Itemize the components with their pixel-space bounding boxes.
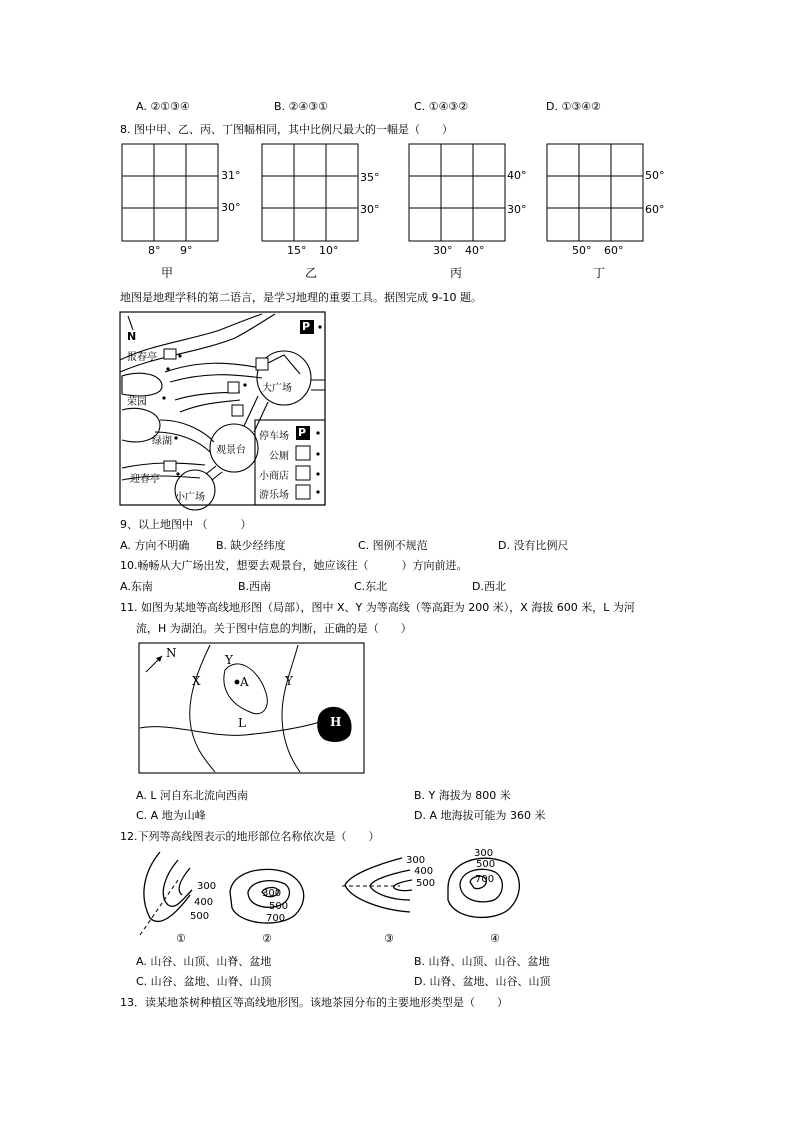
legend-toilet: 公厕 xyxy=(269,451,289,462)
fig2-num: ② xyxy=(262,932,272,945)
grid-ding-lat-2: 60° xyxy=(645,203,665,216)
q7-option-c: C. ①④③② xyxy=(414,100,469,113)
q10-stem: 10.畅畅从大广场出发，想要去观景台，她应该往（ ）方向前进。 xyxy=(120,559,468,572)
grid-bing-lat-1: 40° xyxy=(507,169,527,182)
place-xiaoguangchang: 小广场 xyxy=(175,492,205,503)
q11-option-b: B. Y 海拔为 800 米 xyxy=(414,789,511,802)
q11-label-y1: Y xyxy=(225,653,233,667)
place-yingchun: 迎春亭 xyxy=(130,474,160,485)
grid-ding-lon-1: 50° xyxy=(572,244,592,257)
q12-option-d: D. 山脊、盆地、山谷、山顶 xyxy=(414,975,551,988)
grid-bing-lon-1: 30° xyxy=(433,244,453,257)
grid-yi-lat-1: 35° xyxy=(360,171,380,184)
grid-bing-lat-2: 30° xyxy=(507,203,527,216)
q10-option-b: B.西南 xyxy=(238,580,272,593)
q11-label-l: L xyxy=(238,716,246,730)
q12-option-a: A. 山谷、山顶、山脊、盆地 xyxy=(136,955,272,968)
grid-yi-lat-2: 30° xyxy=(360,203,380,216)
fig1-num: ① xyxy=(176,932,186,945)
fig4-label-500: 500 xyxy=(476,859,496,870)
fig3-label-300: 300 xyxy=(406,855,426,866)
q9-stem: 9、以上地图中 （ ） xyxy=(120,518,252,531)
q7-option-b: B. ②④③① xyxy=(274,100,328,113)
grid-jia-lon-1: 8° xyxy=(148,244,161,257)
grid-jia-lon-2: 9° xyxy=(180,244,193,257)
q12-option-c: C. 山谷、盆地、山脊、山顶 xyxy=(136,975,272,988)
grid-yi-lon-2: 10° xyxy=(319,244,339,257)
q9-option-b: B. 缺少经纬度 xyxy=(216,539,286,552)
q11-option-d: D. A 地海拔可能为 360 米 xyxy=(414,809,546,822)
legend-playground: 游乐场 xyxy=(259,490,289,501)
fig1-label-500: 500 xyxy=(190,911,210,922)
grid-jia-name: 甲 xyxy=(161,266,174,280)
fig1-label-300: 300 xyxy=(197,881,217,892)
legend-parking-icon: P xyxy=(298,426,307,439)
grid-yi-lon-1: 15° xyxy=(287,244,307,257)
park-north-label: N xyxy=(127,330,137,343)
fig2-label-500: 500 xyxy=(269,901,289,912)
q11-option-a: A. L 河自东北流向西南 xyxy=(136,789,248,802)
place-baochun: 报春亭 xyxy=(127,352,157,363)
q9-option-a: A. 方向不明确 xyxy=(120,539,190,552)
fig4-label-700: 700 xyxy=(475,874,495,885)
fig3-label-400: 400 xyxy=(414,866,434,877)
grid-bing-name: 丙 xyxy=(450,266,463,280)
fig2-label-300: 300 xyxy=(262,888,282,899)
grid-ding-name: 丁 xyxy=(593,266,606,280)
q10-option-a: A.东南 xyxy=(120,580,153,593)
q7-option-d: D. ①③④② xyxy=(546,100,601,113)
q12-stem: 12.下列等高线图表示的地形部位名称依次是（ ） xyxy=(120,830,380,843)
q10-option-d: D.西北 xyxy=(472,580,506,593)
fig3-label-500: 500 xyxy=(416,878,436,889)
q11-north-label: N xyxy=(166,646,177,660)
q9-option-c: C. 图例不规范 xyxy=(358,539,428,552)
q9-option-d: D. 没有比例尺 xyxy=(498,539,569,552)
q11-label-h: H xyxy=(330,715,342,729)
q12-option-b: B. 山脊、山顶、山谷、盆地 xyxy=(414,955,550,968)
fig4-label-300: 300 xyxy=(474,848,494,859)
grid-ding-lat-1: 50° xyxy=(645,169,665,182)
q8-stem: 8. 图中甲、乙、丙、丁图幅相同，其中比例尺最大的一幅是（ ） xyxy=(120,123,453,136)
grid-bing-lon-2: 40° xyxy=(465,244,485,257)
q13-stem: 13．读某地茶树种植区等高线地形图。该地茶园分布的主要地形类型是（ ） xyxy=(120,996,508,1009)
fig2-label-700: 700 xyxy=(266,913,286,924)
fig4-num: ④ xyxy=(490,932,500,945)
legend-shop: 小商店 xyxy=(259,471,289,482)
q7-option-a: A. ②①③④ xyxy=(136,100,190,113)
q11-stem-line1: 11. 如图为某地等高线地形图（局部），图中 X、Y 为等高线（等高距为 200 米），X 海拔 600 米，L 为河 xyxy=(120,601,635,614)
grid-yi-name: 乙 xyxy=(305,266,318,280)
fig3-num: ③ xyxy=(384,932,394,945)
legend-parking: 停车场 xyxy=(259,431,289,442)
place-liyuan: 荣园 xyxy=(127,397,147,408)
q11-label-x: X xyxy=(192,674,201,688)
grid-jia-lat-2: 30° xyxy=(221,201,241,214)
place-lvhu: 绿湖 xyxy=(152,436,172,447)
parking-icon: P xyxy=(302,320,311,333)
q10-option-c: C.东北 xyxy=(354,580,388,593)
q11-option-c: C. A 地为山峰 xyxy=(136,809,206,822)
grid-jia-lat-1: 31° xyxy=(221,169,241,182)
fig1-label-400: 400 xyxy=(194,897,214,908)
q11-stem-line2: 流，H 为湖泊。关于图中信息的判断，正确的是（ ） xyxy=(136,622,412,635)
q11-label-a: A xyxy=(240,675,249,689)
q11-label-y2: Y xyxy=(285,674,293,688)
place-daguangchang: 大广场 xyxy=(262,383,292,394)
grid-ding-lon-2: 60° xyxy=(604,244,624,257)
intro-text: 地图是地理学科的第二语言，是学习地理的重要工具。据图完成 9-10 题。 xyxy=(120,291,482,304)
place-guanjingtai: 观景台 xyxy=(216,445,246,456)
